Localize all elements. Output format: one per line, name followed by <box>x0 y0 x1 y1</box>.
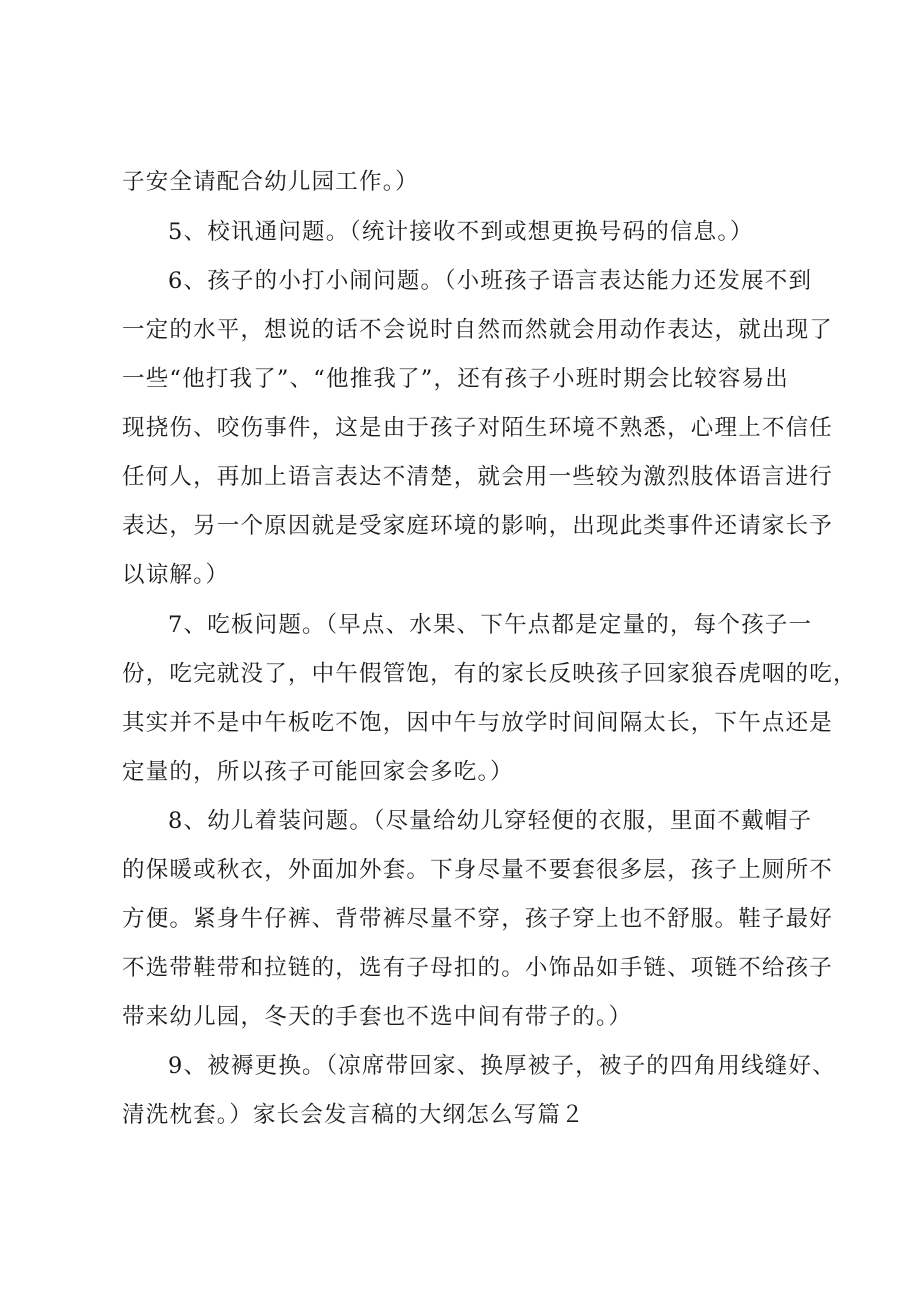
paragraph-line: 7、吃板问题。（早点、水果、下午点都是定量的，每个孩子一 <box>168 612 813 638</box>
paragraph-line: 8、幼儿着装问题。（尽量给幼儿穿轻便的衣服，里面不戴帽子 <box>168 808 813 834</box>
paragraph-line: 其实并不是中午板吃不饱，因中午与放学时间间隔太长，下午点还是 <box>122 710 834 736</box>
paragraph-line: 以谅解。） <box>122 562 230 588</box>
paragraph-line: 5、校讯通问题。（统计接收不到或想更换号码的信息。） <box>168 219 754 245</box>
paragraph-line: 9、被褥更换。（凉席带回家、换厚被子，被子的四角用线缝好、 <box>168 1053 836 1079</box>
paragraph-line: 子安全请配合幼儿园工作。） <box>122 169 419 195</box>
paragraph-line: 表达，另一个原因就是受家庭环境的影响，出现此类事件还请家长予 <box>122 513 834 539</box>
paragraph-line: 清洗枕套。）家长会发言稿的大纲怎么写篇２ <box>122 1102 585 1128</box>
paragraph-line: 的保暖或秋衣，外面加外套。下身尽量不要套很多层，孩子上厕所不 <box>122 857 834 883</box>
paragraph-line: 不选带鞋带和拉链的，选有子母扣的。小饰品如手链、项链不给孩子 <box>122 955 834 981</box>
paragraph-line: 一些“他打我了”、“他推我了”，还有孩子小班时期会比较容易出 <box>122 366 790 392</box>
paragraph-line: 份，吃完就没了，中午假管饱，有的家长反映孩子回家狼吞虎咽的吃， <box>122 661 857 687</box>
paragraph-line: 定量的，所以孩子可能回家会多吃。） <box>122 759 514 785</box>
paragraph-line: 现挠伤、咬伤事件，这是由于孩子对陌生环境不熟悉，心理上不信任 <box>122 415 834 441</box>
paragraph-line: 一定的水平，想说的话不会说时自然而然就会用动作表达，就出现了 <box>122 317 834 343</box>
paragraph-line: 6、孩子的小打小闹问题。（小班孩子语言表达能力还发展不到 <box>168 268 813 294</box>
paragraph-line: 方便。紧身牛仔裤、背带裤尽量不穿，孩子穿上也不舒服。鞋子最好 <box>122 906 834 932</box>
paragraph-line: 带来幼儿园，冬天的手套也不选中间有带子的。） <box>122 1004 633 1030</box>
paragraph-line: 任何人，再加上语言表达不清楚，就会用一些较为激烈肢体语言进行 <box>122 464 834 490</box>
